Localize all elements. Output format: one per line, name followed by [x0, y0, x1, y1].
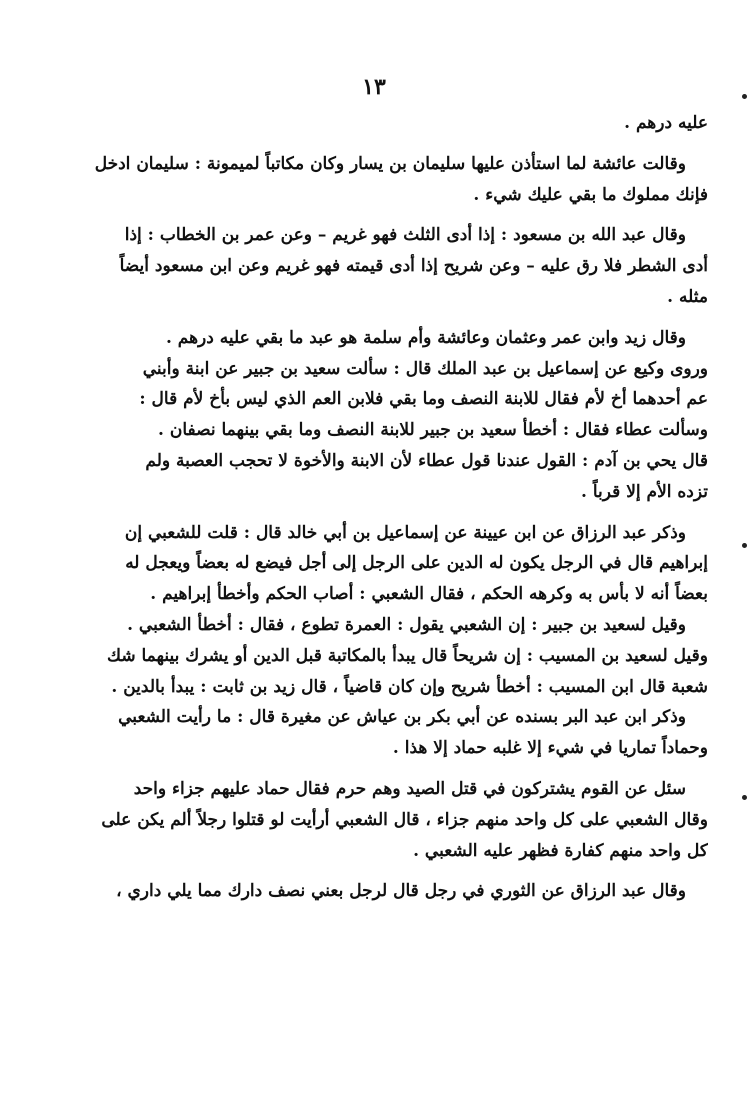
page-number: ١٣	[362, 74, 386, 100]
margin-dot	[742, 94, 747, 99]
text-line: أدى الشطر فلا رق عليه – وعن شريح إذا أدى قيمته فهو غريم وعن ابن مسعود أيضاً	[119, 256, 708, 277]
text-line: وقيل لسعيد بن المسيب : إن شريحاً قال يبدأ بالمكاتبة قبل الدين أو يشرك بينهما شك	[107, 645, 708, 666]
text-line: بعضاً أنه لا بأس به وكرهه الحكم ، فقال الشعبي : أصاب الحكم وأخطأ إبراهيم .	[150, 584, 708, 605]
body-text	[56, 108, 708, 907]
text-line: وحماداً تماريا في شيء إلا غلبه حماد إلا هذا .	[392, 738, 708, 759]
text-line: مثله .	[667, 286, 708, 307]
text-line: وقال الشعبي على كل واحد منهم جزاء ، قال الشعبي أرأيت لو قتلوا رجلاً ألم يكن على	[101, 809, 708, 830]
margin-dot	[742, 543, 747, 548]
text-line: وقال زيد وابن عمر وعثمان وعائشة وأم سلمة هو عبد ما بقي عليه درهم .	[165, 327, 686, 348]
text-line: فإنك مملوك ما بقي عليك شيء .	[473, 184, 708, 205]
margin-dot	[742, 795, 747, 800]
text-line: وذكر ابن عبد البر بسنده عن أبي بكر بن عياش عن مغيرة قال : ما رأيت الشعبي	[118, 707, 686, 728]
text-line: كل واحد منهم كفارة فظهر عليه الشعبي .	[413, 840, 708, 861]
text-line: سئل عن القوم يشتركون في قتل الصيد وهم حرم فقال حماد عليهم جزاء واحد	[133, 778, 686, 799]
text-line: وقال عبد الرزاق عن الثوري في رجل قال لرجل بعني نصف دارك مما يلي داري ،	[116, 881, 686, 902]
text-line: عم أحدهما أخ لأم فقال للابنة النصف وما بقي فلابن العم الذي ليس بأخ لأم قال :	[139, 389, 708, 410]
text-line: وروى وكيع عن إسماعيل بن عبد الملك قال : سألت سعيد بن جبير عن ابنة وأبني	[142, 358, 708, 379]
text-line: وقالت عائشة لما استأذن عليها سليمان بن يسار وكان مكاتباً لميمونة : سليمان ادخل	[94, 153, 686, 174]
text-line: وقال عبد الله بن مسعود : إذا أدى الثلث فهو غريم – وعن عمر بن الخطاب : إذا	[124, 225, 686, 246]
text-line: وذكر عبد الرزاق عن ابن عيينة عن إسماعيل بن أبي خالد قال : قلت للشعبي إن	[124, 522, 686, 543]
text-line: وسألت عطاء فقال : أخطأ سعيد بن جبير للابنة النصف وما بقي بينهما نصفان .	[158, 420, 708, 441]
text-line: عليه درهم .	[624, 113, 708, 133]
text-line: شعبة قال ابن المسيب : أخطأ شريح وإن كان قاضياً ، قال زيد بن ثابت : يبدأ بالدين .	[111, 676, 708, 697]
text-line: تزده الأم إلا قرباً .	[581, 481, 708, 502]
text-line: إبراهيم قال في الرجل يكون له الدين على الرجل إلى أجل فيضع له بعضاً ويعجل له	[125, 553, 708, 574]
text-line: وقيل لسعيد بن جبير : إن الشعبي يقول : العمرة تطوع ، فقال : أخطأ الشعبي .	[127, 614, 686, 635]
text-line: قال يحي بن آدم : القول عندنا قول عطاء لأن الابنة والأخوة لا تحجب العصبة ولم	[145, 450, 708, 471]
